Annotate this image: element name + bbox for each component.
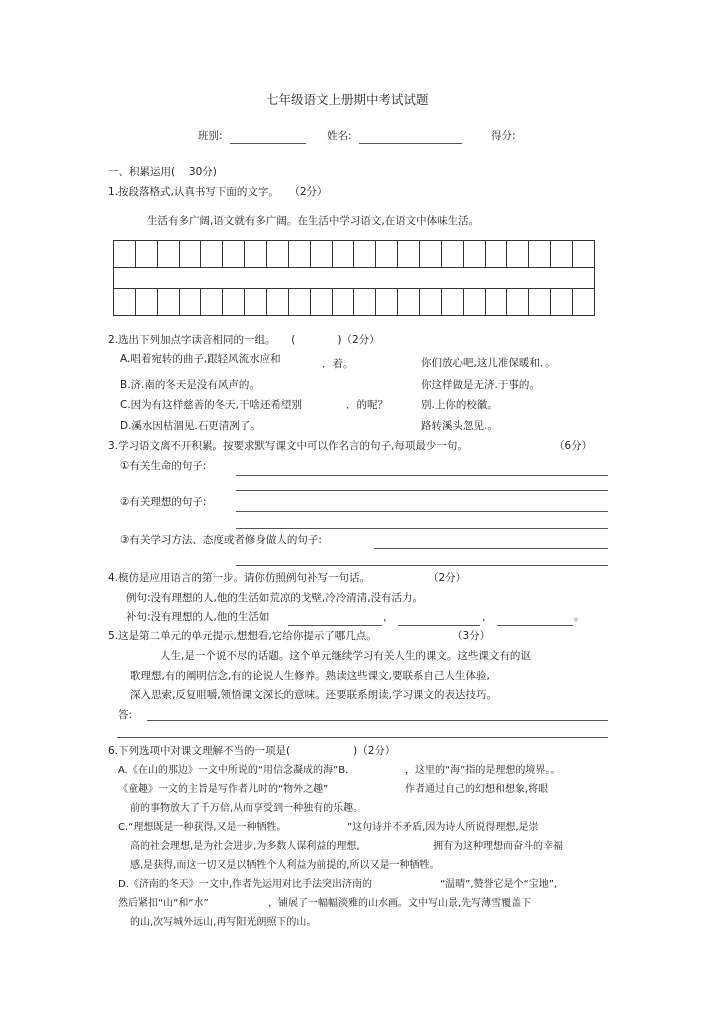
- answer-line[interactable]: [236, 511, 608, 512]
- q6-option-c-line-1-right: ”这句诗并不矛盾,因为诗人所说得理想,是崇: [347, 822, 539, 833]
- q6-prompt: 6.下列选项中对课文理解不当的一项是( )（2分）: [108, 745, 396, 757]
- q2-prompt: 2.选出下列加点字读音相同的一组。 ( )（2分）: [108, 334, 380, 346]
- answer-line[interactable]: [236, 565, 608, 566]
- q3-prompt: 3.学习语文离不开积累。按要求默写课文中可以作名言的句子,每项最少一句。: [108, 440, 468, 452]
- q1-prompt: 1.按段落格式,认真书写下面的文字。 （2分）: [108, 186, 328, 198]
- q2-option-a: A.唱着宛转的曲子,跟轻风流水应和: [120, 353, 281, 365]
- q6-option-d-line-2: 然后紧扣“山”和“水”: [118, 898, 209, 909]
- q3-item-2: ②有关理想的句子:: [120, 496, 207, 508]
- q1-text: 生活有多广阔,语文就有多广阔。在生活中学习语文,在语文中体味生活。: [147, 215, 480, 227]
- q2-option-d: D.溪水因枯涸见.石更清冽了。: [120, 420, 261, 432]
- q3-score: （6分）: [554, 440, 593, 452]
- q6-option-b-line-1-right: 作者通过自己的幻想和想象,将眼: [405, 784, 549, 795]
- writing-grid[interactable]: [113, 240, 595, 316]
- q2-option-c-right: 别.上你的校徽。: [421, 399, 498, 411]
- fill-blank-1[interactable]: [288, 625, 382, 626]
- q5-passage-line-2: 歌理想,有的阐明信念,有的论说人生修养。熟读这些课文,要联系自己人生体验,: [130, 670, 490, 682]
- q4-prompt: 4.模仿是应用语言的第一步。请你仿照例句补写一句话。: [108, 572, 371, 584]
- q2-option-a-mid: ．着。: [322, 358, 354, 370]
- class-label: 班别:: [198, 130, 223, 142]
- q2-option-d-right: 路转溪头忽见.。: [421, 420, 498, 432]
- fill-blank-2[interactable]: [398, 625, 480, 626]
- q4-fill-prompt: 补句:没有理想的人,他的生活如: [126, 611, 270, 623]
- q6-option-c-line-1: C.“理想既是一种获得,又是一种牺牲。: [118, 822, 287, 833]
- q6-option-d-line-3: 的山,次写城外远山,再写阳光朗照下的山。: [130, 917, 317, 928]
- q6-option-d-line-1: D.《济南的冬天》一文中,作者先运用对比手法突出济南的: [118, 879, 373, 890]
- name-field[interactable]: [359, 143, 462, 144]
- q6-option-b-line-2: 前的事物放大了千万倍,从而享受到一种独有的乐趣。: [130, 803, 364, 814]
- q4-example: 例句:没有理想的人,他的生活如荒凉的戈壁,冷冷清清,没有活力。: [126, 592, 424, 604]
- q6-option-c-line-2-right: 拥有为这种理想而奋斗的幸福: [433, 841, 563, 852]
- q6-option-d-line-2-right: ，铺展了一幅幅淡雅的山水画。文中写山景,先写薄雪覆盖下: [268, 898, 532, 909]
- q5-score: （3分）: [452, 630, 491, 642]
- q3-item-1: ①有关生命的句子:: [120, 460, 207, 472]
- grid-row-bottom[interactable]: [114, 289, 594, 315]
- q6-option-c-line-3: 感,是获得,而这一切又是以牺牲个人利益为前提的,所以又是一种牺牲。: [130, 860, 440, 871]
- q5-passage-line-3: 深入思索,反复咀嚼,领悟课文深长的意味。还要联系朗读,学习课文的表达技巧。: [130, 689, 498, 701]
- q2-option-b: B.济.南的冬天是没有风声的。: [120, 379, 260, 391]
- answer-line[interactable]: [374, 548, 608, 549]
- q2-option-b-right: 你这样做是无济.于事的。: [421, 379, 540, 391]
- answer-line[interactable]: [236, 528, 608, 529]
- q6-option-b-line-1: 《童趣》一文的主旨是写作者儿时的“物外之趣”: [118, 784, 329, 795]
- q4-comma-1: ，: [383, 611, 394, 623]
- answer-line[interactable]: [236, 475, 608, 476]
- answer-line[interactable]: [117, 737, 608, 738]
- q6-option-a-line-1-right: ，这里的“海”指的是理想的境界。。: [405, 765, 561, 776]
- q5-passage-line-1: 人生,是一个说不尽的话题。这个单元继续学习有关人生的课文。这些课文有的讴: [160, 650, 531, 662]
- page-title: 七年级语文上册期中考试试题: [266, 92, 429, 107]
- q5-prompt: 5.这是第二单元的单元提示,想想看,它给你提示了哪几点。: [108, 630, 377, 642]
- section-heading: 一、积累运用( 30分): [108, 166, 217, 178]
- score-label: 得分:: [491, 130, 516, 142]
- grid-row-spacer: [114, 268, 594, 289]
- q6-option-a-line-1: A.《在山的那边》一文中所说的“用信念凝成的海”B.: [118, 765, 349, 776]
- q2-option-c: C.因为有这样慈善的冬天,干啥还希望别: [120, 399, 303, 411]
- q2-option-c-mid: ．的呢？: [346, 399, 388, 411]
- q4-comma-2: ，: [482, 611, 493, 623]
- grid-row-top[interactable]: [114, 241, 594, 268]
- q4-score: （2分）: [428, 572, 467, 584]
- q3-item-3: ③有关学习方法、态度或者修身做人的句子:: [120, 534, 322, 546]
- answer-line[interactable]: [147, 720, 608, 721]
- name-label: 姓名:: [327, 130, 352, 142]
- q4-period: 。: [574, 611, 585, 623]
- fill-blank-3[interactable]: [497, 625, 573, 626]
- class-field[interactable]: [230, 143, 306, 144]
- q6-option-d-line-1-right: “温晴”,赞誉它是个“宝地”,: [440, 879, 558, 890]
- q2-option-a-right: 你们放心吧,这儿准保暖和．。: [421, 357, 556, 369]
- q6-option-c-line-2: 高的社会理想,是为社会进步,为多数人谋利益的理想,: [130, 841, 360, 852]
- answer-line[interactable]: [236, 490, 608, 491]
- q5-answer-label: 答:: [118, 709, 133, 721]
